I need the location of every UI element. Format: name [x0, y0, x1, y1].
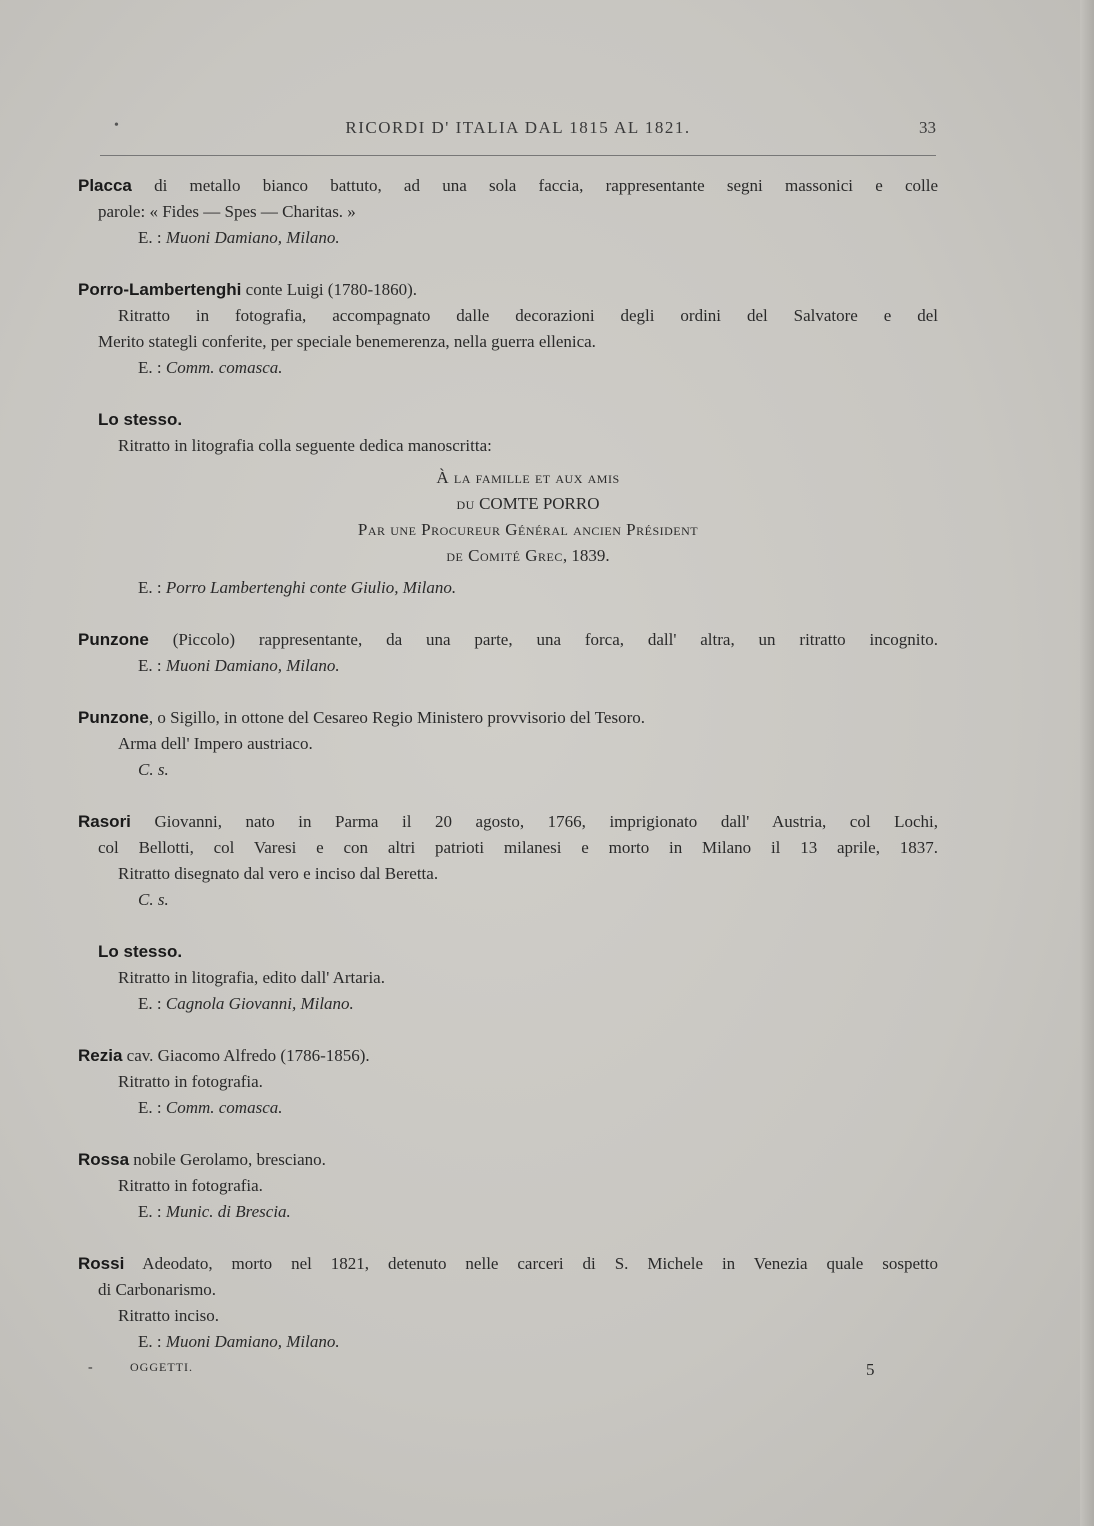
- entry-portrait-note: Ritratto in fotografia.: [118, 1176, 263, 1195]
- owner-prefix: E. :: [138, 358, 166, 377]
- entry-porro-lambertenghi: [78, 277, 938, 381]
- entry-description: Ritratto in litografia colla seguente dedica manoscritta:: [118, 436, 492, 455]
- owner-source: Muoni Damiano, Milano.: [165, 228, 340, 247]
- entry-description-cont: Merito stategli conferite, per speciale benemerenza, nella guerra ellenica.: [98, 332, 596, 351]
- entry-rasori: [78, 809, 938, 913]
- footer-dash: -: [88, 1360, 93, 1375]
- page-number: 33: [919, 118, 936, 137]
- entry-placca: [78, 173, 938, 251]
- page-footer: [78, 1360, 878, 1382]
- owner-source: Comm. comasca.: [165, 358, 283, 377]
- owner-source: Muoni Damiano, Milano.: [165, 656, 340, 675]
- owner-source: Cagnola Giovanni, Milano.: [165, 994, 354, 1013]
- entry-portrait-note: Ritratto disegnato dal vero e inciso dal Beretta.: [118, 864, 439, 883]
- entry-rezia: [78, 1043, 938, 1121]
- owner-source: Comm. comasca.: [165, 1098, 283, 1117]
- dedication-year: , 1839.: [562, 546, 610, 565]
- page-edge-shadow: [1080, 0, 1094, 1526]
- owner-source: C. s.: [138, 760, 169, 779]
- owner-prefix: E. :: [138, 656, 166, 675]
- header-rule: [100, 155, 936, 156]
- entry-name: Punzone: [78, 630, 149, 649]
- entry-description: Giovanni, nato in Parma il 20 agosto, 1766, imprigionato dall' Austria, col Lochi,: [130, 812, 938, 831]
- owner-source: Muoni Damiano, Milano.: [165, 1332, 340, 1351]
- entry-punzone-sigillo: [78, 705, 938, 783]
- running-title: RICORDI D' ITALIA DAL 1815 AL 1821.: [345, 118, 691, 137]
- entry-rossa: [78, 1147, 938, 1225]
- dedication-block: [78, 465, 938, 569]
- entry-description: Ritratto in fotografia.: [118, 1072, 263, 1091]
- owner-prefix: E. :: [138, 1098, 166, 1117]
- entry-name: Rossi: [78, 1254, 125, 1273]
- owner-prefix: E. :: [138, 1332, 166, 1351]
- signature-mark: OGGETTI.: [130, 1360, 193, 1374]
- entry-description-cont: di Carbonarismo.: [98, 1280, 217, 1299]
- dedication-de: de: [446, 546, 464, 565]
- owner-prefix: E. :: [138, 1202, 166, 1221]
- entry-portrait-note: Ritratto inciso.: [118, 1306, 220, 1325]
- entry-description-cont: col Bellotti, col Varesi e con altri patrioti milanesi e morto in Milano il 13 aprile, 1837.: [98, 838, 938, 857]
- dedication-du: du: [456, 494, 475, 513]
- entry-dates: conte Luigi (1780-1860).: [241, 280, 418, 299]
- entry-description: Ritratto in fotografia, accompagnato dalle decorazioni degli ordini del Salvatore e del: [118, 306, 938, 325]
- entry-name: Placca: [78, 176, 132, 195]
- entry-rossi: [78, 1251, 938, 1355]
- dedication-line: À la famille et aux amis: [436, 468, 620, 487]
- entry-description-cont: parole: « Fides — Spes — Charitas. »: [98, 202, 356, 221]
- entry-description-cont: Arma dell' Impero austriaco.: [118, 734, 313, 753]
- header-dot: •: [114, 118, 119, 133]
- entry-description: Adeodato, morto nel 1821, detenuto nelle carceri di S. Michele in Venezia quale sospetto: [124, 1254, 938, 1273]
- entry-description: Ritratto in litografia, edito dall' Artaria.: [118, 968, 385, 987]
- entry-name: Rasori: [78, 812, 131, 831]
- dedication-name: COMTE PORRO: [474, 494, 600, 513]
- entry-name: Punzone: [78, 708, 149, 727]
- entry-description: di metallo bianco battuto, ad una sola faccia, rappresentante segni massonici e colle: [131, 176, 938, 195]
- entry-description: nobile Gerolamo, bresciano.: [129, 1150, 326, 1169]
- entry-name: Lo stesso.: [98, 942, 183, 961]
- entry-lo-stesso-artaria: [78, 939, 938, 1017]
- catalog-entries: [78, 173, 938, 1381]
- owner-prefix: E. :: [138, 578, 166, 597]
- entry-name: Lo stesso.: [98, 410, 183, 429]
- entry-name: Rossa: [78, 1150, 130, 1169]
- sheet-number: 5: [866, 1360, 875, 1379]
- entry-lo-stesso-dedica: [78, 407, 938, 601]
- entry-description: (Piccolo) rappresentante, da una parte, una forca, dall' altra, un ritratto incognito.: [148, 630, 938, 649]
- entry-dates: cav. Giacomo Alfredo (1786-1856).: [122, 1046, 370, 1065]
- owner-prefix: E. :: [138, 228, 166, 247]
- entry-name: Rezia: [78, 1046, 123, 1065]
- running-header: [100, 118, 936, 148]
- owner-source: Porro Lambertenghi conte Giulio, Milano.: [165, 578, 457, 597]
- owner-source: Munic. di Brescia.: [165, 1202, 291, 1221]
- owner-prefix: E. :: [138, 994, 166, 1013]
- entry-name: Porro-Lambertenghi: [78, 280, 242, 299]
- entry-punzone-piccolo: [78, 627, 938, 679]
- dedication-committee: Comité Grec: [463, 546, 563, 565]
- dedication-line: Par une Procureur Général ancien Président: [357, 520, 699, 539]
- owner-source: C. s.: [138, 890, 169, 909]
- entry-description: , o Sigillo, in ottone del Cesareo Regio Ministero provvisorio del Tesoro.: [148, 708, 646, 727]
